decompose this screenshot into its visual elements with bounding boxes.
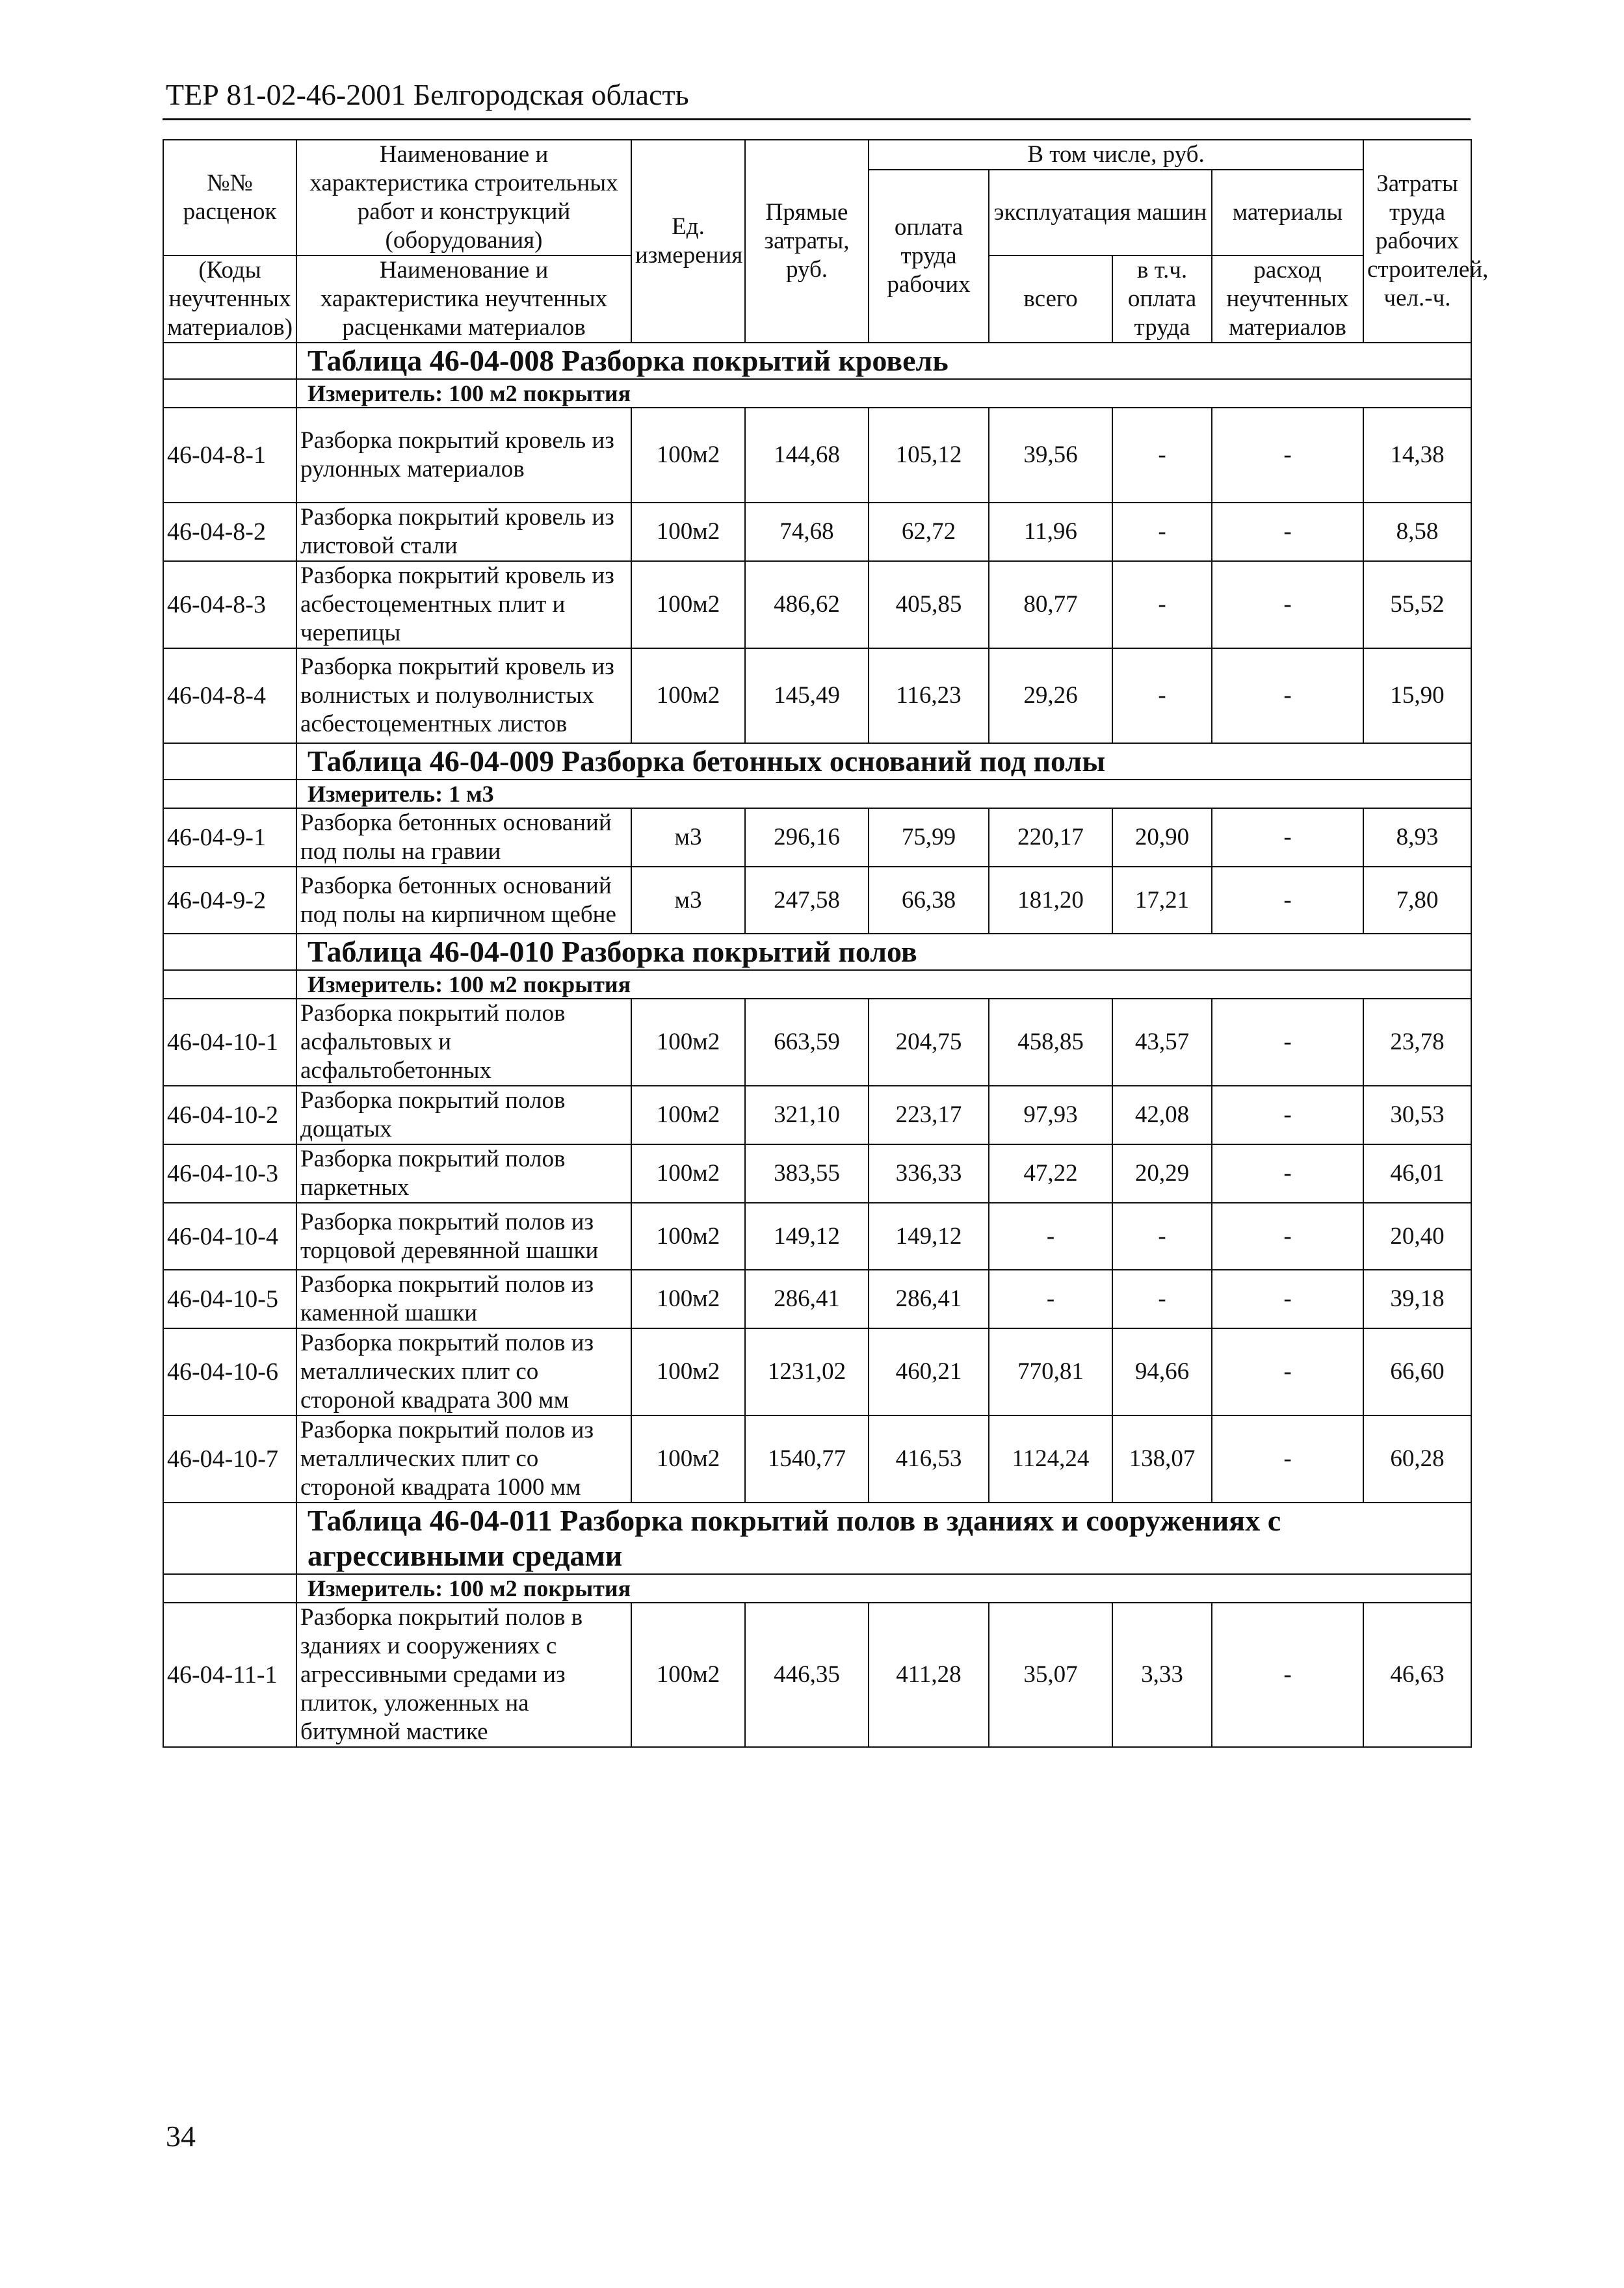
work-name: Разборка бетонных оснований под полы на гравии bbox=[296, 808, 631, 867]
unit-value: 100м2 bbox=[631, 999, 745, 1086]
machines-labor-value: 3,33 bbox=[1112, 1603, 1212, 1747]
rate-code: 46-04-10-2 bbox=[163, 1086, 296, 1144]
direct-costs-value: 383,55 bbox=[745, 1144, 869, 1203]
page-number: 34 bbox=[166, 2120, 196, 2153]
section-unit: Измеритель: 1 м3 bbox=[296, 780, 1471, 808]
table-row bbox=[163, 999, 1471, 1086]
labor-hours-value: 8,93 bbox=[1363, 808, 1471, 867]
labor-pay-value: 75,99 bbox=[869, 808, 989, 867]
materials-value: - bbox=[1212, 1086, 1363, 1144]
rate-code: 46-04-10-3 bbox=[163, 1144, 296, 1203]
column-header-machines-total: всего bbox=[989, 256, 1112, 343]
section-title-row bbox=[163, 1503, 1471, 1574]
machines-total-value: 220,17 bbox=[989, 808, 1112, 867]
machines-labor-value: - bbox=[1112, 1203, 1212, 1270]
materials-value: - bbox=[1212, 1270, 1363, 1328]
machines-total-value: 97,93 bbox=[989, 1086, 1112, 1144]
materials-value: - bbox=[1212, 808, 1363, 867]
machines-labor-value: 42,08 bbox=[1112, 1086, 1212, 1144]
machines-labor-value: - bbox=[1112, 408, 1212, 503]
header-rule bbox=[163, 118, 1471, 120]
labor-hours-value: 55,52 bbox=[1363, 561, 1471, 648]
column-header-name: Наименование и характеристика строительных работ и конструкций (оборудования) bbox=[296, 140, 631, 256]
rate-code: 46-04-8-1 bbox=[163, 408, 296, 503]
materials-value: - bbox=[1212, 999, 1363, 1086]
section-title: Таблица 46-04-009 Разборка бетонных оснований под полы bbox=[296, 743, 1471, 780]
direct-costs-value: 321,10 bbox=[745, 1086, 869, 1144]
section-unit-code-cell bbox=[163, 1574, 296, 1603]
table-row bbox=[163, 503, 1471, 561]
labor-pay-value: 336,33 bbox=[869, 1144, 989, 1203]
direct-costs-value: 486,62 bbox=[745, 561, 869, 648]
section-unit-row bbox=[163, 379, 1471, 408]
unit-value: 100м2 bbox=[631, 408, 745, 503]
labor-pay-value: 204,75 bbox=[869, 999, 989, 1086]
labor-pay-value: 105,12 bbox=[869, 408, 989, 503]
rate-code: 46-04-10-6 bbox=[163, 1328, 296, 1415]
unit-value: м3 bbox=[631, 867, 745, 934]
labor-hours-value: 8,58 bbox=[1363, 503, 1471, 561]
machines-total-value: 35,07 bbox=[989, 1603, 1112, 1747]
column-header-materials: материалы bbox=[1212, 170, 1363, 256]
table-row bbox=[163, 1328, 1471, 1415]
column-header-name-alt: Наименование и характеристика неучтенных расценками материалов bbox=[296, 256, 631, 343]
section-code-cell bbox=[163, 1503, 296, 1574]
machines-total-value: 181,20 bbox=[989, 867, 1112, 934]
unit-value: 100м2 bbox=[631, 1270, 745, 1328]
unit-value: 100м2 bbox=[631, 1203, 745, 1270]
labor-hours-value: 46,01 bbox=[1363, 1144, 1471, 1203]
machines-labor-value: - bbox=[1112, 648, 1212, 743]
direct-costs-value: 286,41 bbox=[745, 1270, 869, 1328]
work-name: Разборка покрытий полов в зданиях и сооружениях с агрессивными средами из плиток, уложенных на битумной мастике bbox=[296, 1603, 631, 1747]
work-name: Разборка покрытий полов асфальтовых и асфальтобетонных bbox=[296, 999, 631, 1086]
materials-value: - bbox=[1212, 1603, 1363, 1747]
work-name: Разборка бетонных оснований под полы на кирпичном щебне bbox=[296, 867, 631, 934]
unit-value: 100м2 bbox=[631, 1603, 745, 1747]
direct-costs-value: 149,12 bbox=[745, 1203, 869, 1270]
labor-hours-value: 15,90 bbox=[1363, 648, 1471, 743]
running-header: ТЕР 81-02-46-2001 Белгородская область bbox=[166, 78, 689, 111]
machines-total-value: 80,77 bbox=[989, 561, 1112, 648]
table-row bbox=[163, 408, 1471, 503]
unit-value: 100м2 bbox=[631, 1086, 745, 1144]
table-row bbox=[163, 1086, 1471, 1144]
labor-pay-value: 460,21 bbox=[869, 1328, 989, 1415]
machines-total-value: - bbox=[989, 1203, 1112, 1270]
labor-pay-value: 405,85 bbox=[869, 561, 989, 648]
direct-costs-value: 1540,77 bbox=[745, 1415, 869, 1503]
work-name: Разборка покрытий полов из металлических плит со стороной квадрата 300 мм bbox=[296, 1328, 631, 1415]
machines-labor-value: 20,29 bbox=[1112, 1144, 1212, 1203]
section-unit: Измеритель: 100 м2 покрытия bbox=[296, 1574, 1471, 1603]
materials-value: - bbox=[1212, 503, 1363, 561]
table-row bbox=[163, 1415, 1471, 1503]
header-row-1 bbox=[163, 140, 1471, 170]
work-name: Разборка покрытий полов из металлических плит со стороной квадрата 1000 мм bbox=[296, 1415, 631, 1503]
machines-total-value: 47,22 bbox=[989, 1144, 1112, 1203]
machines-labor-value: - bbox=[1112, 503, 1212, 561]
section-unit-row bbox=[163, 1574, 1471, 1603]
table-row bbox=[163, 1603, 1471, 1747]
section-unit-code-cell bbox=[163, 970, 296, 999]
materials-value: - bbox=[1212, 1328, 1363, 1415]
machines-labor-value: - bbox=[1112, 1270, 1212, 1328]
labor-pay-value: 411,28 bbox=[869, 1603, 989, 1747]
table-row bbox=[163, 867, 1471, 934]
table-row bbox=[163, 648, 1471, 743]
unit-value: 100м2 bbox=[631, 648, 745, 743]
unit-value: м3 bbox=[631, 808, 745, 867]
section-title: Таблица 46-04-011 Разборка покрытий полов в зданиях и сооружениях с агрессивными средами bbox=[296, 1503, 1471, 1574]
rates-table bbox=[163, 139, 1489, 1748]
materials-value: - bbox=[1212, 1415, 1363, 1503]
direct-costs-value: 663,59 bbox=[745, 999, 869, 1086]
unit-value: 100м2 bbox=[631, 561, 745, 648]
materials-value: - bbox=[1212, 561, 1363, 648]
direct-costs-value: 144,68 bbox=[745, 408, 869, 503]
labor-hours-value: 7,80 bbox=[1363, 867, 1471, 934]
section-unit-row bbox=[163, 970, 1471, 999]
machines-labor-value: 20,90 bbox=[1112, 808, 1212, 867]
machines-labor-value: 138,07 bbox=[1112, 1415, 1212, 1503]
labor-pay-value: 116,23 bbox=[869, 648, 989, 743]
unit-value: 100м2 bbox=[631, 1415, 745, 1503]
materials-value: - bbox=[1212, 408, 1363, 503]
section-unit: Измеритель: 100 м2 покрытия bbox=[296, 379, 1471, 408]
direct-costs-value: 446,35 bbox=[745, 1603, 869, 1747]
materials-value: - bbox=[1212, 1144, 1363, 1203]
section-title-row bbox=[163, 743, 1471, 780]
labor-hours-value: 60,28 bbox=[1363, 1415, 1471, 1503]
machines-labor-value: 94,66 bbox=[1112, 1328, 1212, 1415]
rate-code: 46-04-9-1 bbox=[163, 808, 296, 867]
column-header-code: №№ расценок bbox=[163, 140, 296, 256]
rate-code: 46-04-10-7 bbox=[163, 1415, 296, 1503]
labor-pay-value: 286,41 bbox=[869, 1270, 989, 1328]
machines-labor-value: - bbox=[1112, 561, 1212, 648]
labor-hours-value: 39,18 bbox=[1363, 1270, 1471, 1328]
section-title-row bbox=[163, 343, 1471, 379]
rate-code: 46-04-8-4 bbox=[163, 648, 296, 743]
work-name: Разборка покрытий кровель из асбестоцементных плит и черепицы bbox=[296, 561, 631, 648]
machines-total-value: - bbox=[989, 1270, 1112, 1328]
table-row bbox=[163, 1270, 1471, 1328]
column-header-unaccounted-materials: расход неучтенных материалов bbox=[1212, 256, 1363, 343]
section-code-cell bbox=[163, 343, 296, 379]
table-row bbox=[163, 1203, 1471, 1270]
labor-pay-value: 149,12 bbox=[869, 1203, 989, 1270]
table-body bbox=[163, 140, 1489, 1747]
machines-total-value: 770,81 bbox=[989, 1328, 1112, 1415]
unit-value: 100м2 bbox=[631, 1144, 745, 1203]
work-name: Разборка покрытий кровель из волнистых и полуволнистых асбестоцементных листов bbox=[296, 648, 631, 743]
rate-code: 46-04-8-3 bbox=[163, 561, 296, 648]
work-name: Разборка покрытий полов дощатых bbox=[296, 1086, 631, 1144]
rate-code: 46-04-10-4 bbox=[163, 1203, 296, 1270]
work-name: Разборка покрытий полов паркетных bbox=[296, 1144, 631, 1203]
labor-pay-value: 66,38 bbox=[869, 867, 989, 934]
section-title-row bbox=[163, 934, 1471, 970]
direct-costs-value: 1231,02 bbox=[745, 1328, 869, 1415]
materials-value: - bbox=[1212, 648, 1363, 743]
labor-hours-value: 66,60 bbox=[1363, 1328, 1471, 1415]
rate-code: 46-04-10-1 bbox=[163, 999, 296, 1086]
machines-total-value: 29,26 bbox=[989, 648, 1112, 743]
section-title: Таблица 46-04-008 Разборка покрытий кровель bbox=[296, 343, 1471, 379]
rate-code: 46-04-11-1 bbox=[163, 1603, 296, 1747]
direct-costs-value: 74,68 bbox=[745, 503, 869, 561]
unit-value: 100м2 bbox=[631, 1328, 745, 1415]
machines-total-value: 39,56 bbox=[989, 408, 1112, 503]
labor-hours-value: 20,40 bbox=[1363, 1203, 1471, 1270]
column-header-including: В том числе, руб. bbox=[869, 140, 1363, 170]
rate-code: 46-04-9-2 bbox=[163, 867, 296, 934]
labor-hours-value: 30,53 bbox=[1363, 1086, 1471, 1144]
rate-code: 46-04-8-2 bbox=[163, 503, 296, 561]
column-header-labor-hours: Затраты труда рабочих строителей, чел.-ч. bbox=[1363, 140, 1471, 343]
machines-total-value: 11,96 bbox=[989, 503, 1112, 561]
section-code-cell bbox=[163, 743, 296, 780]
work-name: Разборка покрытий полов из торцовой деревянной шашки bbox=[296, 1203, 631, 1270]
section-unit-code-cell bbox=[163, 780, 296, 808]
column-header-code-alt: (Коды неучтенных материалов) bbox=[163, 256, 296, 343]
column-header-machines: эксплуатация машин bbox=[989, 170, 1212, 256]
section-unit-code-cell bbox=[163, 379, 296, 408]
direct-costs-value: 145,49 bbox=[745, 648, 869, 743]
section-unit: Измеритель: 100 м2 покрытия bbox=[296, 970, 1471, 999]
machines-labor-value: 17,21 bbox=[1112, 867, 1212, 934]
machines-labor-value: 43,57 bbox=[1112, 999, 1212, 1086]
table-row bbox=[163, 808, 1471, 867]
labor-hours-value: 46,63 bbox=[1363, 1603, 1471, 1747]
direct-costs-value: 247,58 bbox=[745, 867, 869, 934]
section-unit-row bbox=[163, 780, 1471, 808]
machines-total-value: 1124,24 bbox=[989, 1415, 1112, 1503]
column-header-labor-pay: оплата труда рабочих bbox=[869, 170, 989, 343]
section-title: Таблица 46-04-010 Разборка покрытий полов bbox=[296, 934, 1471, 970]
table-row bbox=[163, 561, 1471, 648]
work-name: Разборка покрытий кровель из листовой стали bbox=[296, 503, 631, 561]
labor-pay-value: 62,72 bbox=[869, 503, 989, 561]
labor-hours-value: 23,78 bbox=[1363, 999, 1471, 1086]
column-header-machines-labor: в т.ч. оплата труда bbox=[1112, 256, 1212, 343]
work-name: Разборка покрытий полов из каменной шашки bbox=[296, 1270, 631, 1328]
labor-pay-value: 223,17 bbox=[869, 1086, 989, 1144]
table-row bbox=[163, 1144, 1471, 1203]
column-header-direct-costs: Прямые затраты, руб. bbox=[745, 140, 869, 343]
unit-value: 100м2 bbox=[631, 503, 745, 561]
rate-code: 46-04-10-5 bbox=[163, 1270, 296, 1328]
column-header-unit: Ед. измерения bbox=[631, 140, 745, 343]
labor-hours-value: 14,38 bbox=[1363, 408, 1471, 503]
direct-costs-value: 296,16 bbox=[745, 808, 869, 867]
labor-pay-value: 416,53 bbox=[869, 1415, 989, 1503]
materials-value: - bbox=[1212, 1203, 1363, 1270]
section-code-cell bbox=[163, 934, 296, 970]
work-name: Разборка покрытий кровель из рулонных материалов bbox=[296, 408, 631, 503]
machines-total-value: 458,85 bbox=[989, 999, 1112, 1086]
materials-value: - bbox=[1212, 867, 1363, 934]
